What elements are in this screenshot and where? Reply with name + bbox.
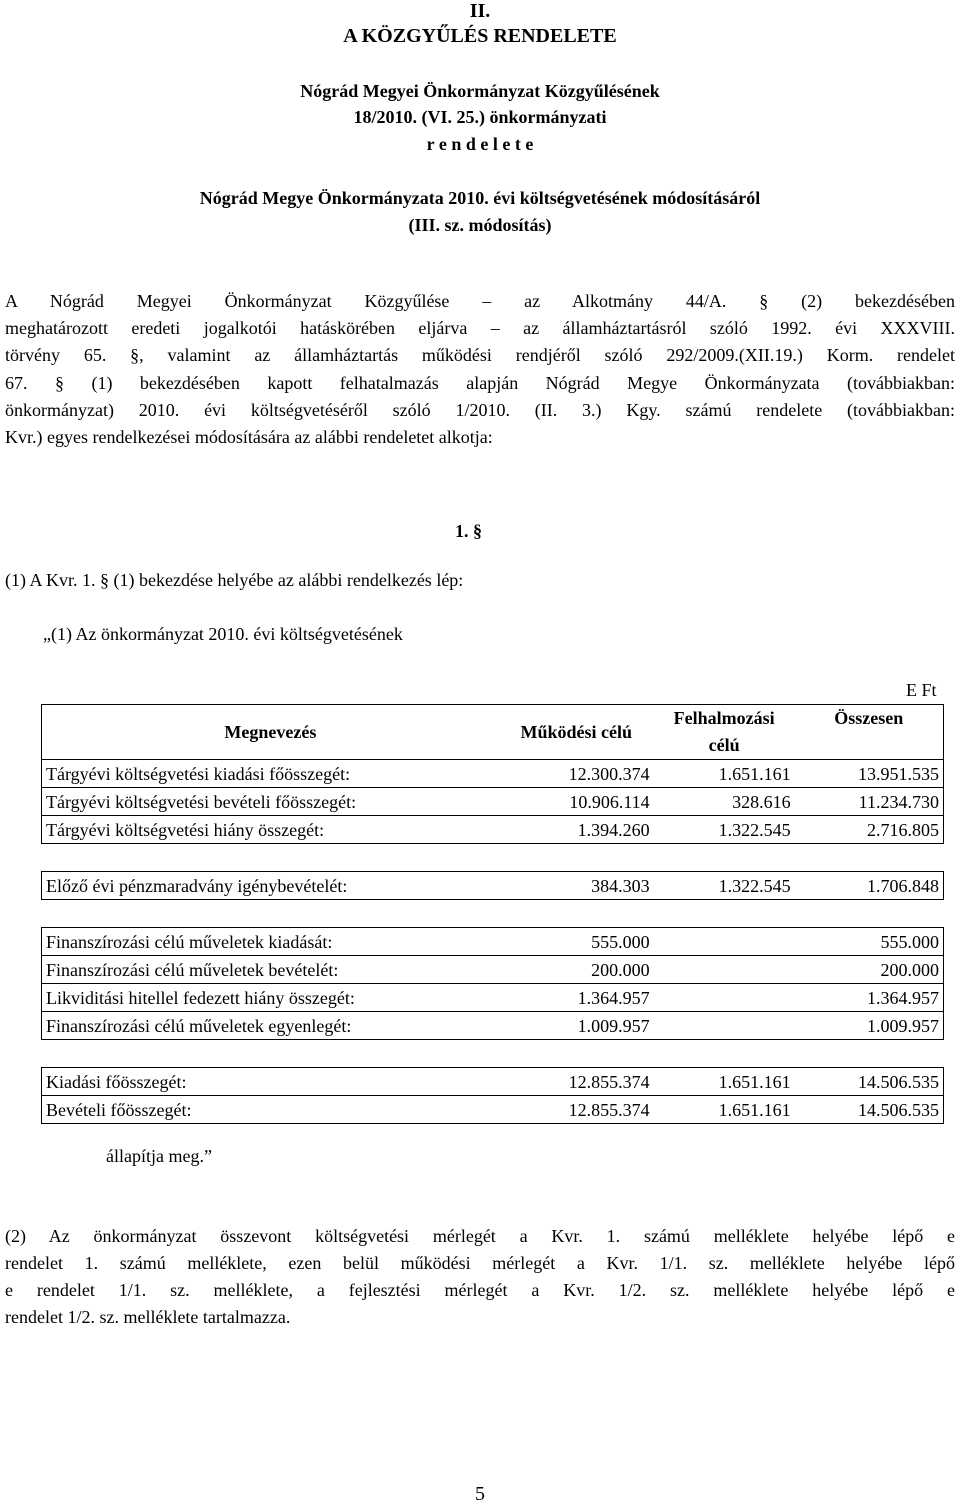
decree-number: 18/2010. (VI. 25.) önkormányzati — [353, 107, 607, 127]
paragraph-2-line: (2) Az önkormányzat összevont költségvetési mérlegét a Kvr. 1. számú melléklete helyébe lépő e — [5, 1226, 955, 1246]
table-group-1 — [42, 760, 944, 844]
table-group-3 — [42, 928, 944, 1040]
preamble-line: önkormányzat) 2010. évi költségvetéséről szóló 1/2010. (II. 3.) Kgy. számú rendelete (továbbiakban: — [5, 399, 955, 420]
table-row: Finanszírozási célú műveletek egyenlegét: 1.009.957 1.009.957 — [42, 1012, 944, 1040]
budget-table — [41, 704, 944, 1124]
header-operating: Működési célú — [499, 705, 654, 760]
preamble-line: Kvr.) egyes rendelkezései módosítására az alábbi rendeletet alkotja: — [5, 427, 493, 448]
currency-unit: E Ft — [906, 680, 937, 700]
paragraph-2-line: rendelet 1. számú melléklete, ezen belül működési mérlegét a Kvr. 1/1. sz. melléklete helyébe lépő — [5, 1253, 955, 1273]
table-group-4 — [42, 1068, 944, 1124]
paragraph-2 — [5, 1223, 955, 1331]
preamble-line: meghatározott eredeti jogalkotói hatáskörében eljárva – az államháztartásról szóló 1992. évi XXXVIII. — [5, 318, 955, 339]
table-group-2 — [42, 872, 944, 900]
table-row: Finanszírozási célú műveletek bevételét: 200.000 200.000 — [42, 956, 944, 984]
closing-text: állapítja meg.” — [106, 1146, 212, 1166]
page-number: 5 — [475, 1483, 485, 1505]
header-name: Megnevezés — [42, 705, 499, 760]
document-title: A KÖZGYŰLÉS RENDELETE — [343, 25, 617, 47]
table-row: Finanszírozási célú műveletek kiadását: 555.000 555.000 — [42, 928, 944, 956]
table-row: Likviditási hitellel fedezett hiány összegét: 1.364.957 1.364.957 — [42, 984, 944, 1012]
decree-type: r e n d e l e t e — [426, 134, 534, 154]
table-row: Bevételi főösszegét: 12.855.374 1.651.161 14.506.535 — [42, 1096, 944, 1124]
preamble — [5, 288, 955, 451]
table-row: Előző évi pénzmaradvány igénybevételét: 384.303 1.322.545 1.706.848 — [42, 872, 944, 900]
table-row: Tárgyévi költségvetési kiadási főösszegét: 12.300.374 1.651.161 13.951.535 — [42, 760, 944, 788]
decree-subject: Nógrád Megye Önkormányzata 2010. évi költségvetésének módosításáról — [199, 188, 761, 208]
table-row: Kiadási főösszegét: 12.855.374 1.651.161 14.506.535 — [42, 1068, 944, 1096]
paragraph-2-line: rendelet 1/2. sz. melléklete tartalmazza. — [5, 1307, 291, 1327]
amendment-note: (III. sz. módosítás) — [408, 215, 552, 235]
preamble-line: törvény 65. §, valamint az államháztartás működési rendjéről szóló 292/2009.(XII.19.) Korm. rendelet — [5, 345, 955, 366]
table-row: Tárgyévi költségvetési bevételi főösszegét: 10.906.114 328.616 11.234.730 — [42, 788, 944, 816]
section-heading: 1. § — [455, 521, 482, 541]
table-row: Tárgyévi költségvetési hiány összegét: 1.394.260 1.322.545 2.716.805 — [42, 816, 944, 844]
header-capital: Felhalmozási célú — [654, 705, 795, 760]
part-number: II. — [469, 0, 491, 22]
header-total: Összesen — [795, 705, 944, 760]
preamble-line: A Nógrád Megyei Önkormányzat Közgyűlése – az Alkotmány 44/A. § (2) bekezdésében — [5, 291, 955, 311]
paragraph-1-quote: „(1) Az önkormányzat 2010. évi költségvetésének — [43, 624, 403, 644]
issuer: Nógrád Megyei Önkormányzat Közgyűlésének — [300, 81, 660, 101]
preamble-line: 67. § (1) bekezdésében kapott felhatalmazás alapján Nógrád Megye Önkormányzata (továbbiakban: — [5, 372, 955, 393]
paragraph-2-line: e rendelet 1/1. sz. melléklete, a fejlesztési mérlegét a Kvr. 1/2. sz. melléklete helyébe lépő e — [5, 1280, 955, 1300]
paragraph-1-intro: (1) A Kvr. 1. § (1) bekezdése helyébe az alábbi rendelkezés lép: — [5, 570, 464, 590]
